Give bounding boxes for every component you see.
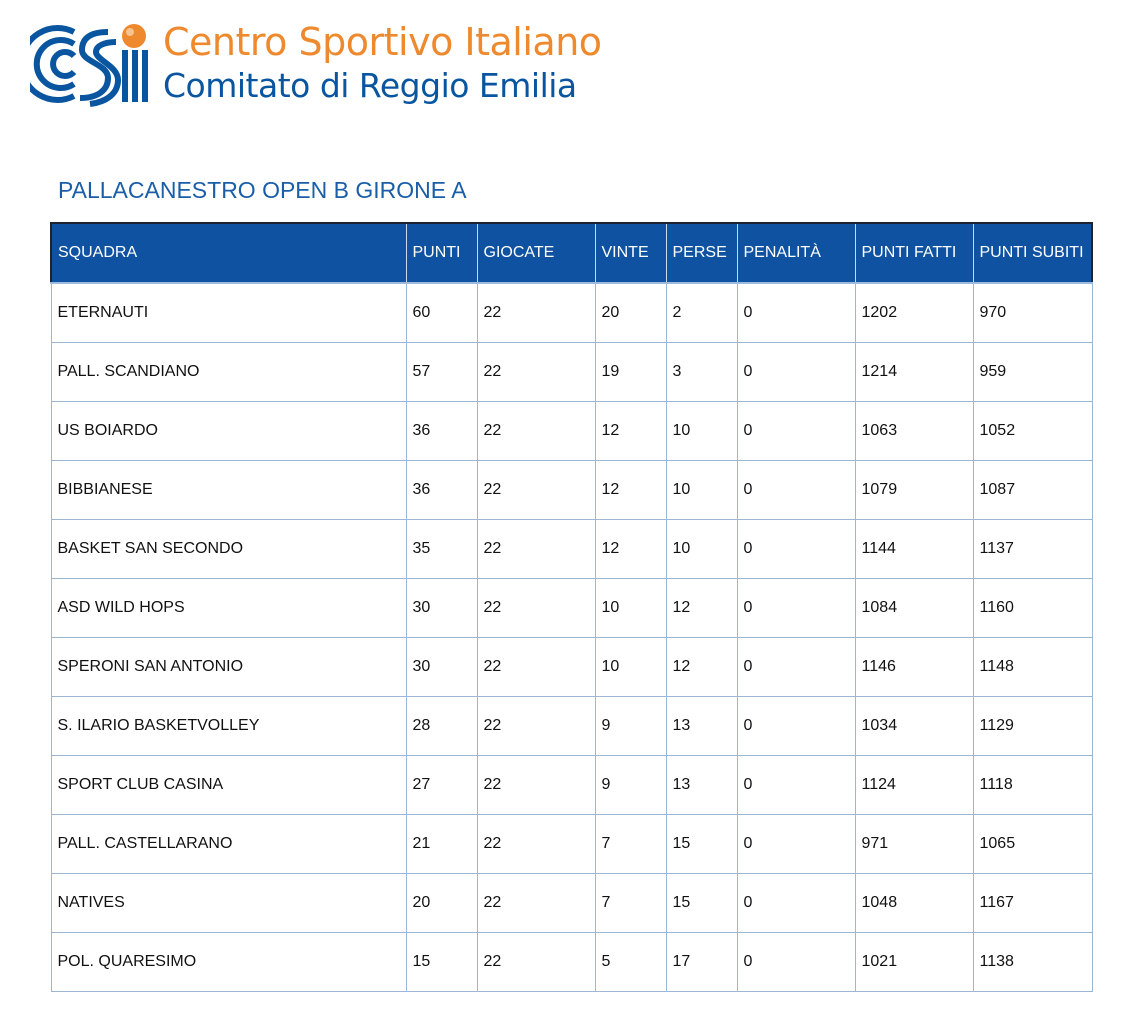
cell-perse: 10 <box>666 402 737 461</box>
cell-perse: 10 <box>666 461 737 520</box>
table-row <box>51 283 1092 343</box>
cell-perse: 15 <box>666 815 737 874</box>
cell-punti: 36 <box>406 402 477 461</box>
cell-perse: 13 <box>666 697 737 756</box>
header-row <box>51 223 1092 283</box>
cell-squadra: POL. QUARESIMO <box>51 933 406 992</box>
cell-giocate: 22 <box>477 815 595 874</box>
cell-vinte: 7 <box>595 815 666 874</box>
table-row <box>51 343 1092 402</box>
cell-vinte: 5 <box>595 933 666 992</box>
cell-vinte: 9 <box>595 756 666 815</box>
cell-squadra: SPORT CLUB CASINA <box>51 756 406 815</box>
cell-perse: 12 <box>666 579 737 638</box>
cell-vinte: 12 <box>595 461 666 520</box>
cell-punti: 28 <box>406 697 477 756</box>
cell-giocate: 22 <box>477 874 595 933</box>
cell-punti-fatti: 1079 <box>855 461 973 520</box>
table-row <box>51 520 1092 579</box>
cell-giocate: 22 <box>477 283 595 343</box>
cell-punti: 21 <box>406 815 477 874</box>
cell-punti: 35 <box>406 520 477 579</box>
cell-punti-subiti: 1160 <box>973 579 1092 638</box>
cell-punti-fatti: 1021 <box>855 933 973 992</box>
cell-giocate: 22 <box>477 461 595 520</box>
cell-punti-fatti: 1146 <box>855 638 973 697</box>
org-subtitle: Comitato di Reggio Emilia <box>163 66 577 105</box>
cell-punti-fatti: 1124 <box>855 756 973 815</box>
cell-penalita: 0 <box>737 815 855 874</box>
table-row <box>51 402 1092 461</box>
cell-punti-fatti: 1144 <box>855 520 973 579</box>
column-header-punti: PUNTI <box>406 223 477 283</box>
cell-punti-fatti: 1048 <box>855 874 973 933</box>
cell-penalita: 0 <box>737 579 855 638</box>
cell-perse: 12 <box>666 638 737 697</box>
cell-punti-subiti: 1129 <box>973 697 1092 756</box>
cell-squadra: NATIVES <box>51 874 406 933</box>
cell-punti-subiti: 1138 <box>973 933 1092 992</box>
cell-penalita: 0 <box>737 933 855 992</box>
cell-giocate: 22 <box>477 638 595 697</box>
cell-squadra: PALL. CASTELLARANO <box>51 815 406 874</box>
cell-giocate: 22 <box>477 756 595 815</box>
cell-penalita: 0 <box>737 756 855 815</box>
page-title: PALLACANESTRO OPEN B GIRONE A <box>58 177 467 203</box>
cell-punti-fatti: 1034 <box>855 697 973 756</box>
column-header-squadra: SQUADRA <box>51 223 406 283</box>
cell-penalita: 0 <box>737 343 855 402</box>
cell-penalita: 0 <box>737 461 855 520</box>
cell-punti: 36 <box>406 461 477 520</box>
cell-penalita: 0 <box>737 874 855 933</box>
cell-punti: 30 <box>406 579 477 638</box>
cell-giocate: 22 <box>477 343 595 402</box>
table-row <box>51 874 1092 933</box>
cell-squadra: PALL. SCANDIANO <box>51 343 406 402</box>
cell-punti-fatti: 1084 <box>855 579 973 638</box>
cell-vinte: 10 <box>595 579 666 638</box>
cell-punti: 30 <box>406 638 477 697</box>
column-header-penalita: PENALITÀ <box>737 223 855 283</box>
cell-penalita: 0 <box>737 283 855 343</box>
table-row <box>51 461 1092 520</box>
cell-perse: 2 <box>666 283 737 343</box>
cell-punti-subiti: 1148 <box>973 638 1092 697</box>
table-row <box>51 638 1092 697</box>
cell-giocate: 22 <box>477 579 595 638</box>
cell-squadra: SPERONI SAN ANTONIO <box>51 638 406 697</box>
cell-penalita: 0 <box>737 402 855 461</box>
cell-penalita: 0 <box>737 638 855 697</box>
cell-perse: 13 <box>666 756 737 815</box>
table-row <box>51 579 1092 638</box>
cell-punti-fatti: 1214 <box>855 343 973 402</box>
column-header-perse: PERSE <box>666 223 737 283</box>
cell-vinte: 7 <box>595 874 666 933</box>
header <box>30 18 650 110</box>
cell-punti-subiti: 1087 <box>973 461 1092 520</box>
cell-giocate: 22 <box>477 933 595 992</box>
cell-squadra: S. ILARIO BASKETVOLLEY <box>51 697 406 756</box>
column-header-punti-fatti: PUNTI FATTI <box>855 223 973 283</box>
cell-vinte: 19 <box>595 343 666 402</box>
cell-penalita: 0 <box>737 520 855 579</box>
standings-table <box>50 222 1093 992</box>
cell-squadra: US BOIARDO <box>51 402 406 461</box>
cell-punti-subiti: 1167 <box>973 874 1092 933</box>
cell-punti: 60 <box>406 283 477 343</box>
cell-squadra: ETERNAUTI <box>51 283 406 343</box>
cell-vinte: 10 <box>595 638 666 697</box>
cell-punti-subiti: 1065 <box>973 815 1092 874</box>
column-header-punti-subiti: PUNTI SUBITI <box>973 223 1092 283</box>
cell-squadra: BIBBIANESE <box>51 461 406 520</box>
table-row <box>51 756 1092 815</box>
cell-perse: 15 <box>666 874 737 933</box>
table-row <box>51 697 1092 756</box>
cell-vinte: 12 <box>595 520 666 579</box>
cell-perse: 10 <box>666 520 737 579</box>
cell-penalita: 0 <box>737 697 855 756</box>
org-name: Centro Sportivo Italiano <box>163 20 602 64</box>
column-header-giocate: GIOCATE <box>477 223 595 283</box>
cell-punti: 15 <box>406 933 477 992</box>
cell-giocate: 22 <box>477 697 595 756</box>
cell-punti-fatti: 971 <box>855 815 973 874</box>
cell-giocate: 22 <box>477 402 595 461</box>
cell-punti-subiti: 959 <box>973 343 1092 402</box>
cell-punti-fatti: 1202 <box>855 283 973 343</box>
cell-punti: 20 <box>406 874 477 933</box>
csi-logo-icon <box>30 18 152 110</box>
column-header-vinte: VINTE <box>595 223 666 283</box>
cell-perse: 3 <box>666 343 737 402</box>
cell-vinte: 20 <box>595 283 666 343</box>
cell-punti-subiti: 970 <box>973 283 1092 343</box>
table-row <box>51 815 1092 874</box>
cell-squadra: BASKET SAN SECONDO <box>51 520 406 579</box>
cell-squadra: ASD WILD HOPS <box>51 579 406 638</box>
cell-punti-subiti: 1137 <box>973 520 1092 579</box>
cell-vinte: 9 <box>595 697 666 756</box>
cell-punti: 57 <box>406 343 477 402</box>
table-row <box>51 933 1092 992</box>
cell-punti-fatti: 1063 <box>855 402 973 461</box>
cell-perse: 17 <box>666 933 737 992</box>
cell-giocate: 22 <box>477 520 595 579</box>
cell-vinte: 12 <box>595 402 666 461</box>
cell-punti-subiti: 1052 <box>973 402 1092 461</box>
cell-punti-subiti: 1118 <box>973 756 1092 815</box>
cell-punti: 27 <box>406 756 477 815</box>
